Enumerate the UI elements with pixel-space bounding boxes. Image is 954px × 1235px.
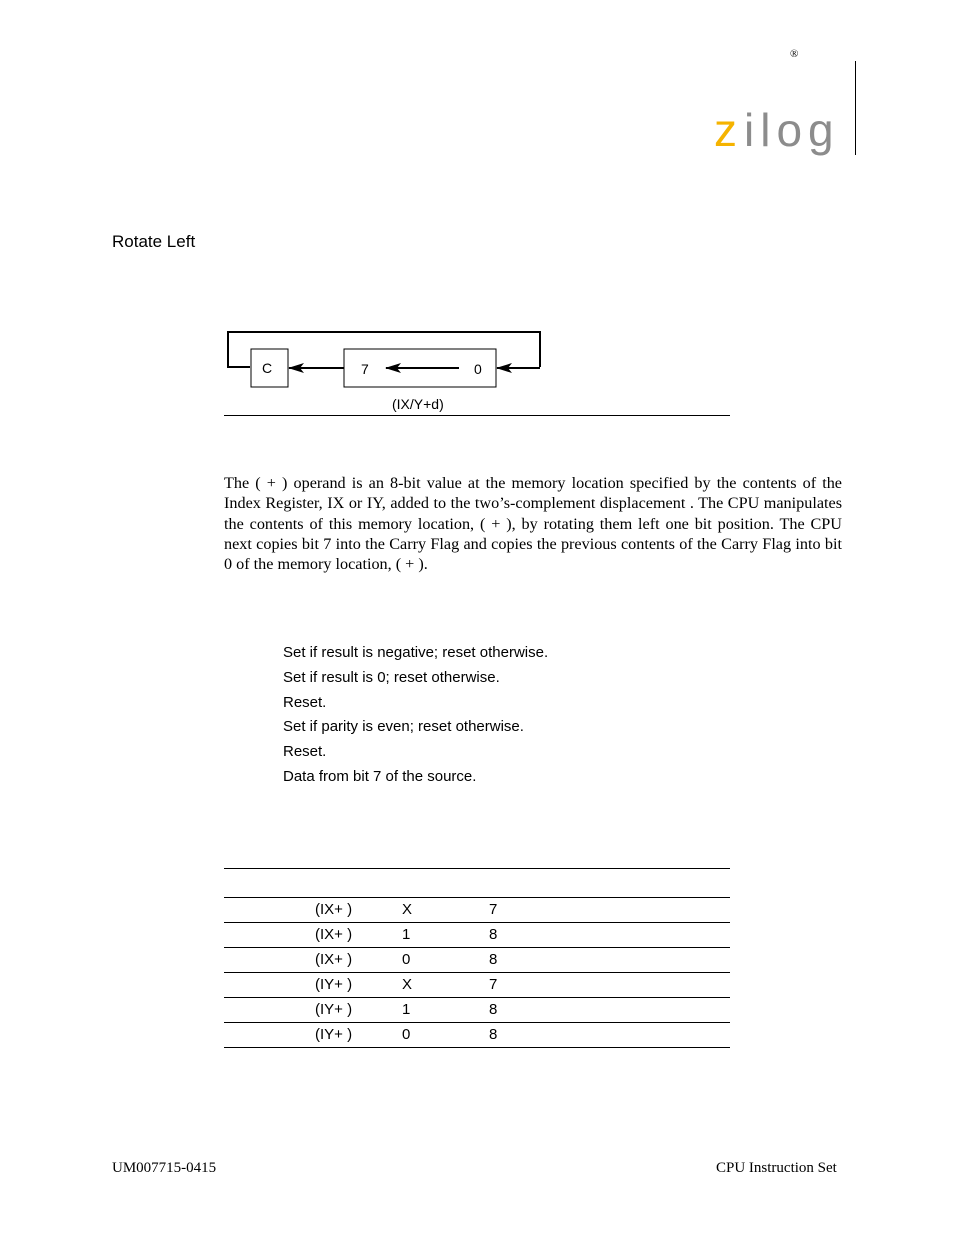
timing-table xyxy=(224,868,730,1048)
count-cell: 8 xyxy=(489,1001,498,1018)
flag-n-desc: Reset. xyxy=(283,743,327,761)
operand-cell: (IY+ ) xyxy=(315,976,353,993)
operand-cell: (IX+ ) xyxy=(315,926,353,943)
count-cell: 7 xyxy=(489,901,498,918)
memory-label: (IX/Y+d) xyxy=(392,396,444,412)
value-cell: 0 xyxy=(402,951,411,968)
flag-c-desc: Data from bit 7 of the source. xyxy=(283,767,477,785)
count-cell: 8 xyxy=(489,1026,498,1043)
footer-doc-id: UM007715-0415 xyxy=(112,1160,217,1176)
diagram-rule xyxy=(224,415,730,416)
svg-text:ilog: ilog xyxy=(744,104,840,156)
flag-s-desc: Set if result is negative; reset otherwise. xyxy=(283,644,549,661)
table-row xyxy=(224,898,730,923)
table-header-row xyxy=(224,869,730,898)
zilog-logo xyxy=(712,104,844,165)
registered-mark: ® xyxy=(790,48,799,60)
value-cell: 1 xyxy=(402,926,411,943)
operand-cell: (IY+ ) xyxy=(315,1001,353,1018)
section-title: Rotate Left xyxy=(112,232,196,251)
operand-cell: (IY+ ) xyxy=(315,1026,353,1043)
count-cell: 8 xyxy=(489,951,498,968)
table-row xyxy=(224,973,730,998)
flag-pv-desc: Set if parity is even; reset otherwise. xyxy=(283,718,524,736)
bit7-label: 7 xyxy=(361,361,369,377)
value-cell: 0 xyxy=(402,1026,411,1043)
table-row xyxy=(224,998,730,1023)
value-cell: X xyxy=(402,901,413,918)
operand-cell: (IX+ ) xyxy=(315,901,353,918)
table-row xyxy=(224,1023,730,1048)
value-cell: 1 xyxy=(402,1001,411,1018)
operand-cell: (IX+ ) xyxy=(315,951,353,968)
count-cell: 7 xyxy=(489,976,498,993)
bit0-label: 0 xyxy=(474,361,482,377)
header-divider xyxy=(855,61,856,155)
footer-section: CPU Instruction Set xyxy=(716,1160,837,1176)
flag-z-desc: Set if result is 0; reset otherwise. xyxy=(283,668,500,686)
description-paragraph: The ( + ) operand is an 8-bit value at the memory location specified by the contents of the Index Register, IX or IY, added to the two’s-complement displacement . The CPU manipulates the contents of this memory location, ( + ), by rotating them left one bit position. The CPU next copies bit 7 into the Carry Flag and copies the previous contents of the Carry Flag into bit 0 of the memory location, ( + ). xyxy=(224,474,842,574)
condition-flags xyxy=(283,643,548,792)
table-row xyxy=(224,948,730,973)
table-row xyxy=(224,923,730,948)
value-cell: X xyxy=(402,976,413,993)
flag-h-desc: Reset. xyxy=(283,693,327,711)
carry-label: C xyxy=(262,360,273,376)
svg-text:z: z xyxy=(714,104,739,156)
count-cell: 8 xyxy=(489,926,498,943)
